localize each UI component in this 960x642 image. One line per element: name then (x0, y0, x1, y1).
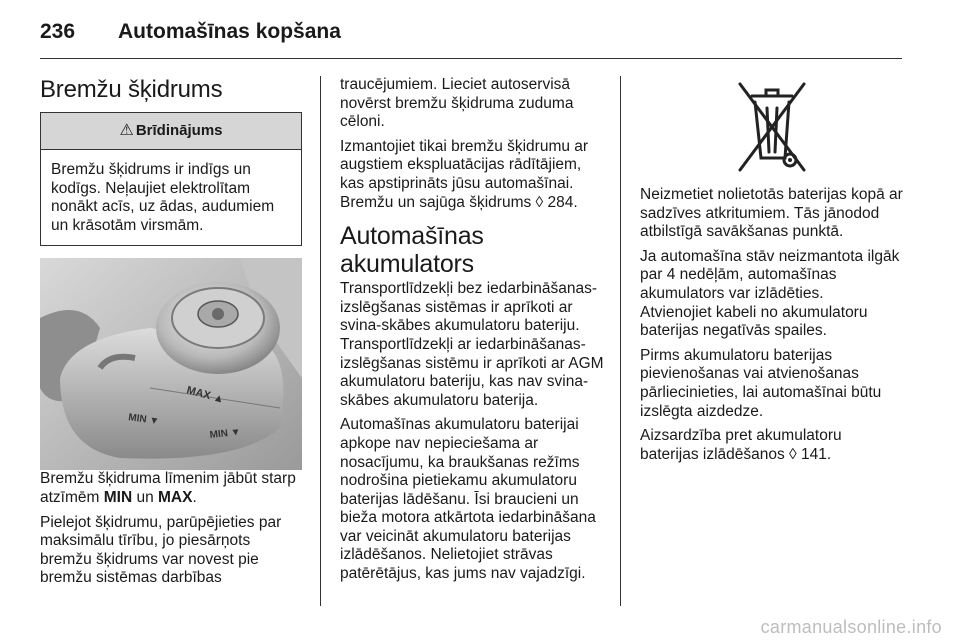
battery-heading: Automašīnas akumulators (340, 222, 484, 279)
brake-fluid-heading: Bremžu šķidrums (40, 76, 223, 103)
warning-box (40, 112, 302, 246)
column-divider-2 (620, 76, 621, 606)
idle-paragraph-1: Ja automašīna stāv neizmantota ilgāk par 4 nedēļām, automašīnas akumulators var izlādēties. (640, 247, 900, 302)
warning-header (41, 113, 301, 150)
watermark: carmanualsonline.info (760, 617, 942, 637)
and-text: un (132, 488, 159, 506)
reservoir-min-mark-left: MIN ▼ (127, 412, 160, 428)
reservoir-min-mark-right: MIN ▼ (209, 427, 242, 442)
crossed-bin-icon (734, 76, 810, 176)
lead-acid-paragraph: Transportlīdzekļi bez iedarbināšanas-izslēgšanas sistēmas ir aprīkoti ar svina-skābes akumulatoru bateriju. (340, 280, 598, 335)
reservoir-max-mark: MAX ▲ (185, 384, 226, 407)
maintenance-paragraph: Automašīnas akumulatoru baterijai apkope nav nepieciešama ar nosacījumu, ka braukšanas režīms nodrošina pietiekamu akumulatoru baterijas lādēšanu. Īsi braucieni un bieža motora atkārtota iedarbināšana var veicināt akumulatoru baterijas izlādēšanos. Nelietojiet strāvas patērētājus, kas jums nav vajadzīgi. (340, 416, 596, 583)
column-divider-1 (320, 76, 321, 606)
header-rule (40, 58, 902, 59)
warning-triangle-icon: ⚠ (119, 122, 134, 139)
agm-paragraph: Transportlīdzekļi ar iedarbināšanas-izslēgšanas sistēmu ir aprīkoti ar AGM akumulatoru bateriju, kas nav svina-skābes akumulatoru baterija. (340, 335, 604, 409)
section-title: Automašīnas kopšana (118, 20, 341, 43)
cleanliness-paragraph: Pielejot šķidrumu, parūpējieties par maksimālu tīrību, jo piesārņots bremžu šķidrums var novest pie bremžu sistēmas darbības (40, 513, 282, 587)
column-1 (40, 76, 302, 594)
page-number: 236 (40, 20, 76, 43)
brake-fluid-reservoir-photo (40, 258, 302, 470)
fluid-level-text: Bremžu šķidruma līmenim jābūt starp atzīmēm (40, 470, 296, 506)
fluid-level-paragraph (40, 470, 302, 507)
continued-paragraph: traucējumiem. Lieciet autoservisā novērst bremžu šķidruma zuduma cēloni. (340, 76, 574, 131)
disposal-paragraph: Neizmetiet nolietotās baterijas kopā ar sadzīves atkritumiem. Tās jānodod atbilstīgā savākšanas punktā. (640, 186, 903, 241)
connect-paragraph: Pirms akumulatoru baterijas pievienošanas vai atvienošanas pārliecinieties, lai automašīnai būtu izslēgta aizdedze. (640, 346, 882, 420)
idle-paragraph-2: Atvienojiet kabeli no akumulatoru baterijas negatīvās spailes. (640, 303, 868, 340)
fluid-spec-paragraph: Izmantojiet tikai bremžu šķidrumu ar augstiem ekspluatācijas rādītājiem, kas apstiprināts jūsu automašīnai. Bremžu un sajūga šķidrums ◊ 284. (340, 137, 589, 211)
reservoir-illustration (40, 258, 302, 470)
column-3 (640, 76, 904, 470)
warning-text: Bremžu šķidrums ir indīgs un kodīgs. Neļaujiet elektrolītam nonākt acīs, uz ādas, audumiem un krāsotām virsmām. (51, 161, 275, 234)
max-label: MAX (158, 488, 193, 506)
warning-label: Brīdinājums (135, 122, 223, 139)
period-text: . (192, 488, 197, 506)
protection-paragraph: Aizsardzība pret akumulatoru baterijas izlādēšanos ◊ 141. (640, 427, 842, 463)
min-label: MIN (103, 488, 133, 506)
page-header (40, 20, 341, 44)
column-2 (340, 76, 604, 590)
